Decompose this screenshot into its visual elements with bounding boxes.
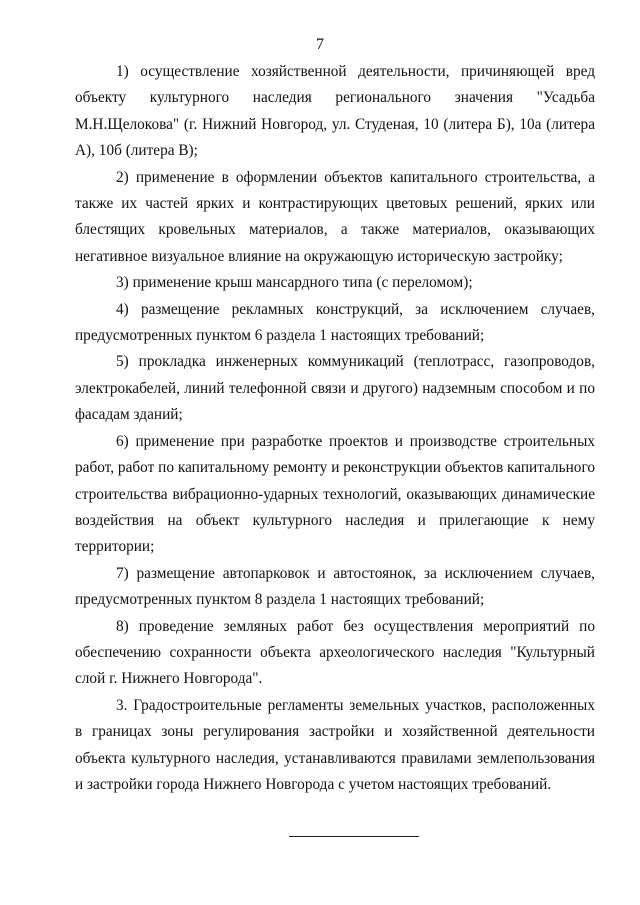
paragraph-section-3: 3. Градостроительные регламенты земельных участков, расположенных в границах зоны регулирования застройки и хозяйственной деятельности объекта культурного наследия, устанавливаются правилами землепользования и застройки города Нижнего Новгорода с учетом настоящих требований.: [75, 696, 595, 793]
paragraph-item-2: 2) применение в оформлении объектов капитального строительства, а также их частей ярких и контрастирующих цветовых решений, ярких или блестящих кровельных материалов, а также материалов, оказывающих негативное визуальное влияние на окружающую историческую застройку;: [75, 168, 595, 265]
document-body: [75, 59, 595, 798]
paragraph-item-8: 8) проведение земляных работ без осуществления мероприятий по обеспечению сохранности объекта археологического наследия "Культурный слой г. Нижнего Новгорода".: [75, 617, 595, 688]
page-number: 7: [316, 36, 324, 53]
paragraph-item-4: 4) размещение рекламных конструкций, за исключением случаев, предусмотренных пунктом 6 раздела 1 настоящих требований;: [75, 300, 595, 345]
paragraph-item-6: 6) применение при разработке проектов и производстве строительных работ, работ по капитальному ремонту и реконструкции объектов капитального строительства вибрационно-ударных технологий, оказывающих динамические воздействия на объект культурного наследия и прилегающие к нему территории;: [75, 432, 595, 556]
paragraph-item-3: 3) применение крыш мансардного типа (с переломом);: [116, 274, 473, 292]
paragraph-item-5: 5) прокладка инженерных коммуникаций (теплотрасс, газопроводов, электрокабелей, линий телефонной связи и другого) надземным способом и по фасадам зданий;: [75, 353, 595, 424]
closing-divider: [289, 836, 419, 837]
paragraph-item-7: 7) размещение автопарковок и автостоянок, за исключением случаев, предусмотренных пунктом 8 раздела 1 настоящих требований;: [75, 564, 595, 609]
paragraph-item-1: 1) осуществление хозяйственной деятельности, причиняющей вред объекту культурного наследия регионального значения "Усадьба М.Н.Щелокова" (г. Нижний Новгород, ул. Студеная, 10 (литера Б), 10а (литера А), 10б (литера В);: [75, 63, 595, 160]
